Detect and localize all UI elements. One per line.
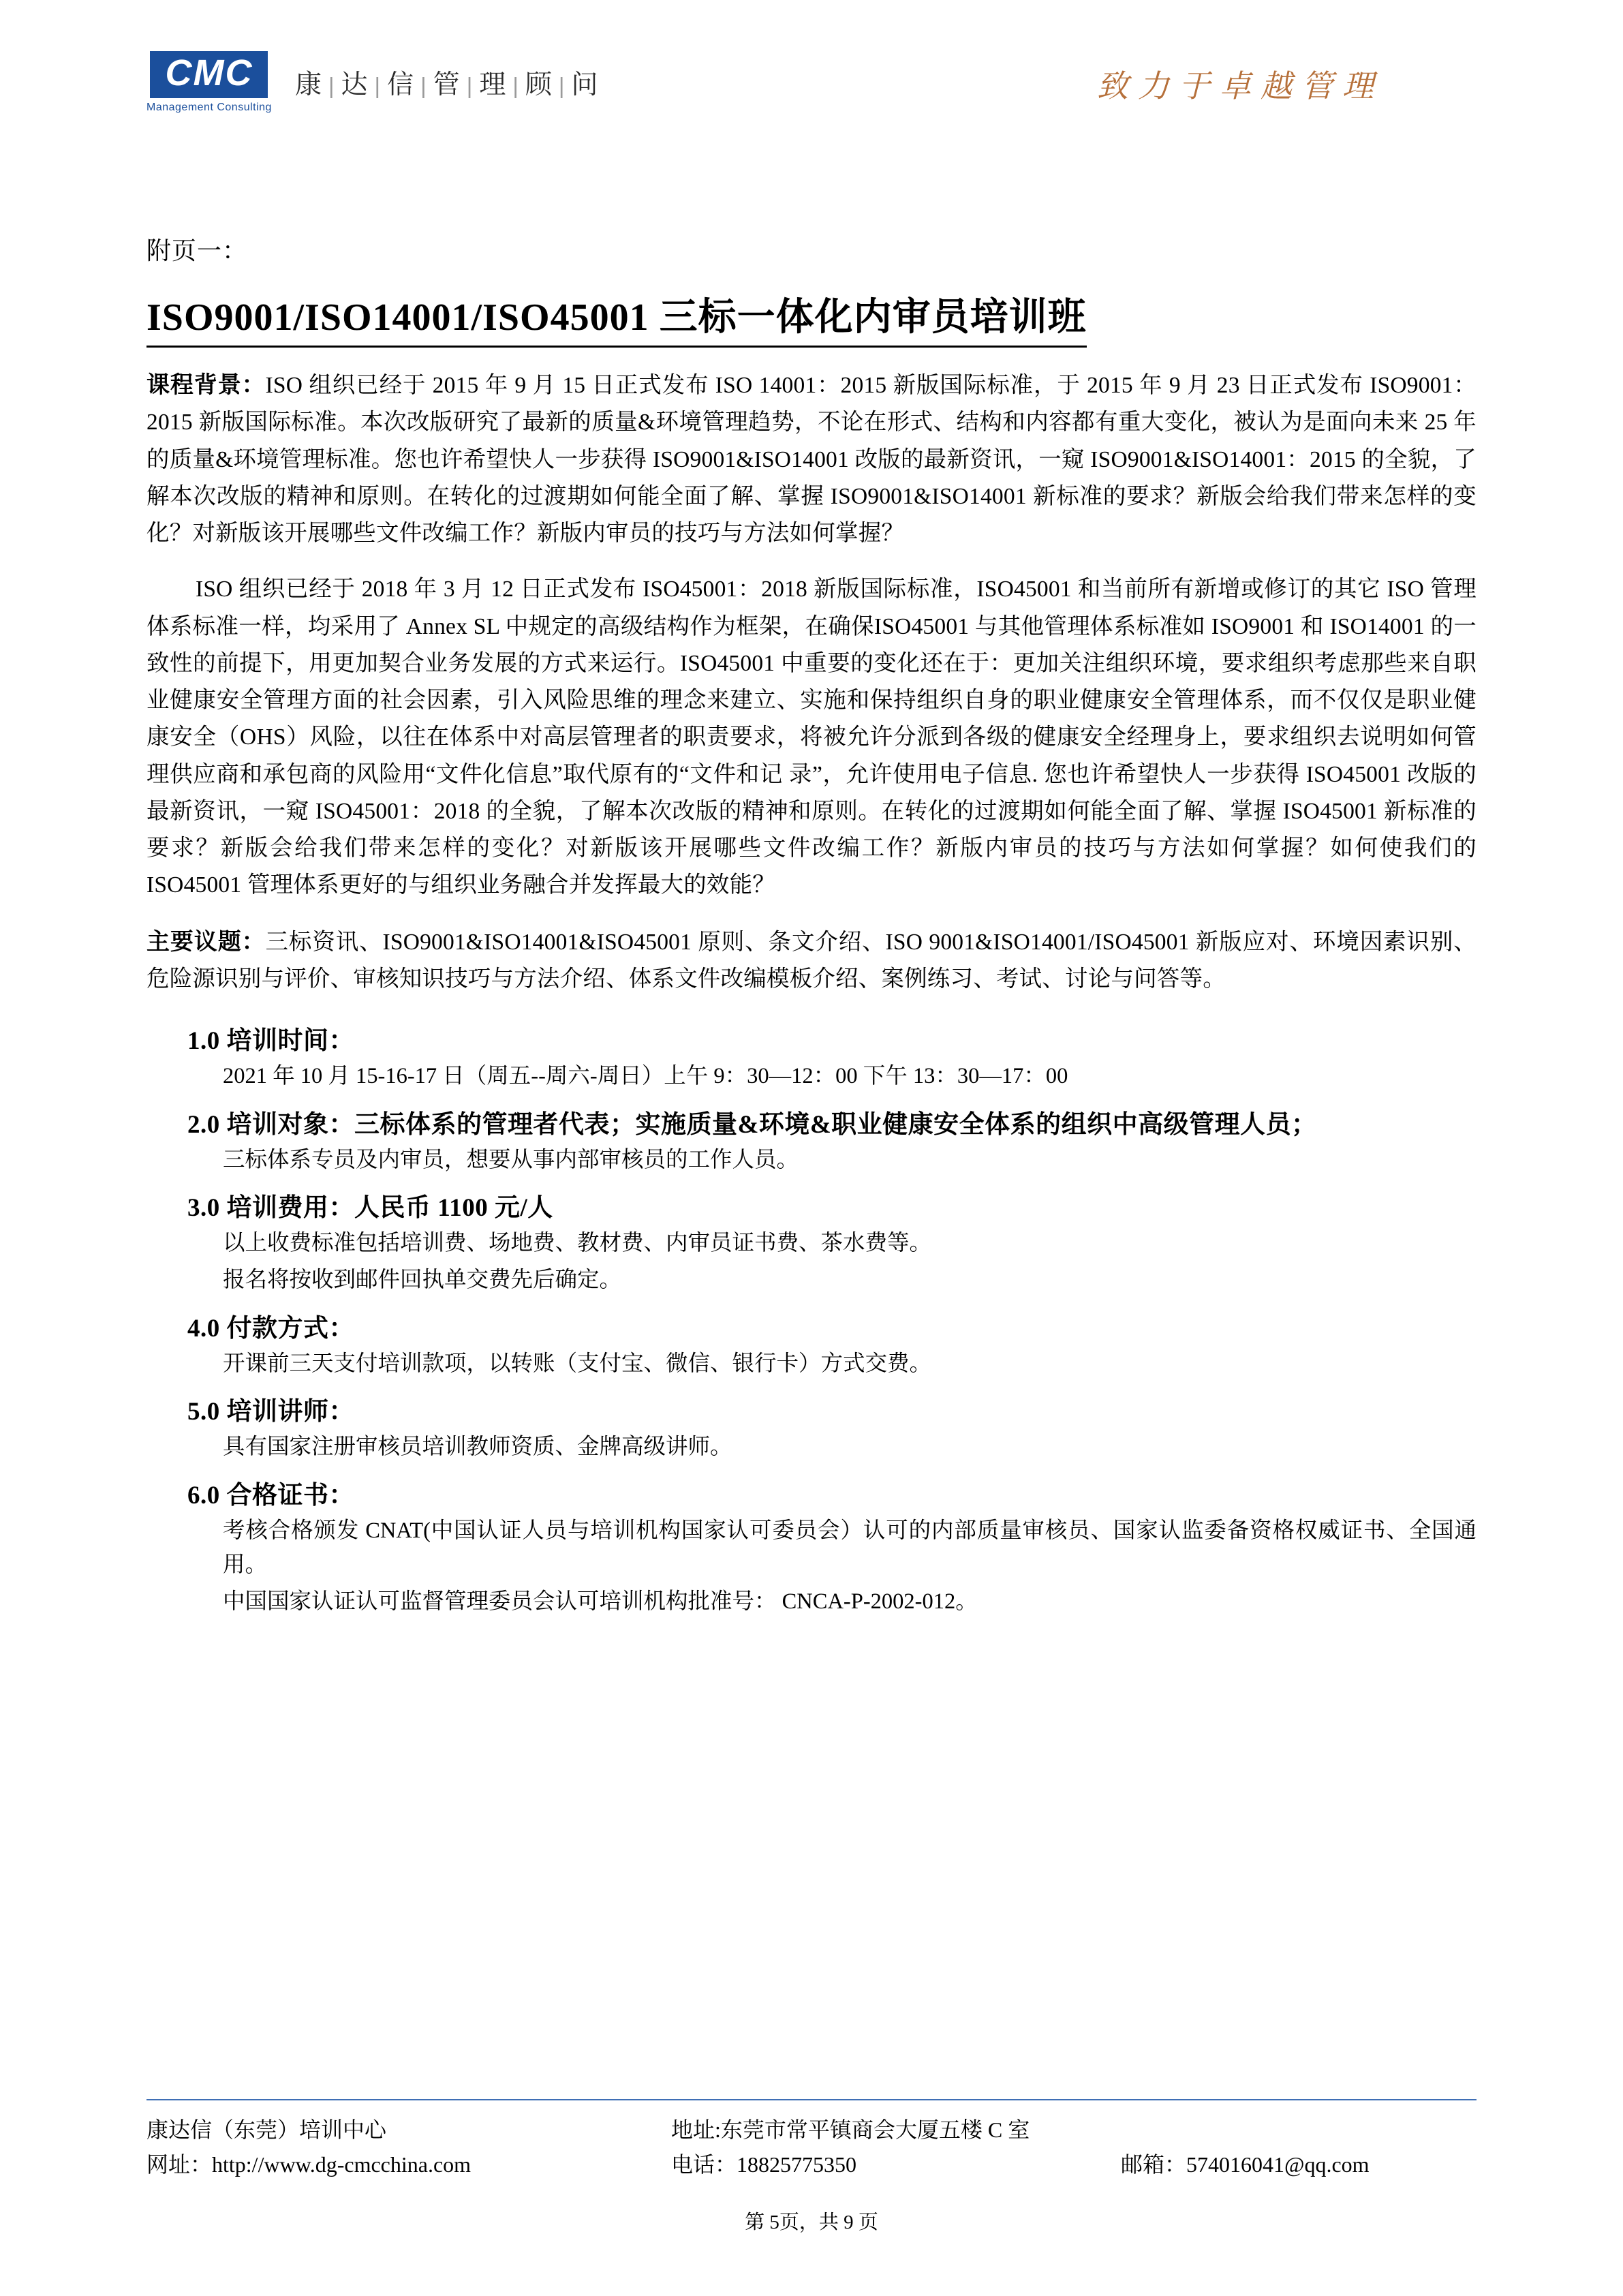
attachment-label: 附页一： — [146, 237, 248, 264]
logo-sep: | — [512, 72, 519, 98]
section-3-line-1: 以上收费标准包括培训费、场地费、教材费、内审员证书费、茶水费等。 — [223, 1231, 932, 1255]
logo-cn-char-5: 顾 — [525, 70, 553, 100]
section-2-heading: 2.0 培训对象：三标体系的管理者代表；实施质量&环境&职业健康安全体系的组织中高级管理人员； — [187, 1110, 1317, 1139]
footer-email[interactable]: 邮箱：574016041@qq.com — [1121, 2152, 1370, 2177]
footer-website[interactable]: 网址：http://www.dg-cmcchina.com — [146, 2152, 472, 2177]
section-4-heading: 4.0 付款方式： — [187, 1314, 354, 1343]
logo-cn-char-3: 管 — [433, 70, 461, 100]
logo-cn-char-2: 信 — [387, 70, 415, 100]
page-header — [146, 0, 1477, 153]
section-1-heading: 1.0 培训时间： — [187, 1027, 354, 1056]
logo-subtitle: Management Consulting — [146, 101, 272, 113]
section-6-line-1: 考核合格颁发 CNAT(中国认证人员与培训机构国家认可委员会）认可的内部质量审核员、国家认监委备资格权威证书、全国通用。 — [223, 1518, 1477, 1577]
page-title-wrap — [146, 266, 1477, 348]
main-topics-paragraph — [146, 923, 1477, 998]
section-2-line-1: 三标体系专员及内审员，想要从事内部审核员的工作人员。 — [223, 1147, 799, 1172]
section-1-line-1: 2021 年 10 月 15-16-17 日（周五--周六-周日）上午 9：30—12：00 下午 13：30—17：00 — [223, 1064, 1068, 1089]
sections-list — [146, 1020, 1477, 1619]
logo-mark — [146, 51, 272, 114]
footer-email-spacer — [1121, 2113, 1477, 2147]
section-6 — [187, 1474, 1477, 1619]
footer-phone: 电话：18825775350 — [671, 2152, 857, 2177]
logo-cn-char-6: 问 — [571, 70, 599, 100]
footer-divider — [146, 2099, 1477, 2100]
footer-col-address — [671, 2113, 1121, 2182]
logo-sep: | — [420, 72, 427, 98]
section-6-line-2: 中国国家认证认可监督管理委员会认可培训机构批准号： CNCA-P-2002-012。 — [223, 1589, 978, 1614]
section-5 — [187, 1390, 1477, 1464]
logo-cn-char-1: 达 — [341, 70, 369, 100]
page-footer — [146, 2099, 1477, 2235]
section-3 — [187, 1187, 1477, 1298]
section-4-line-1: 开课前三天支付培训款项，以转账（支付宝、微信、银行卡）方式交费。 — [223, 1351, 932, 1376]
main-topics-label: 主要议题： — [146, 929, 266, 955]
footer-col-org — [146, 2113, 671, 2182]
section-6-heading: 6.0 合格证书： — [187, 1481, 354, 1510]
section-1 — [187, 1020, 1477, 1093]
course-background-paragraph — [146, 367, 1477, 552]
course-background-text: ISO 组织已经于 2015 年 9 月 15 日正式发布 ISO 14001：2015 新版国际标准，于 2015 年 9 月 23 日正式发布 ISO9001：2015 新版国际标准。本次改版研究了最新的质量&环境管理趋势，不论在形式、结构和内容都有重大变化，被认为是面向未来 25 年的质量&环境管理标准。您也许希望快人一步获得 ISO9001&ISO14001 改版的最新资讯，一窥 ISO9001&ISO14001：2015 的全貌，了解本次改版的精神和原则。在转化的过渡期如何能全面了解、掌握 ISO9001&ISO14001 新标准的要求？新版会给我们带来怎样的变化？对新版该开展哪些文件改编工作？新版内审员的技巧与方法如何掌握？ — [146, 373, 1477, 547]
section-2 — [187, 1103, 1477, 1177]
footer-contact — [146, 2113, 1477, 2182]
section-4 — [187, 1307, 1477, 1381]
course-background-paragraph-2: ISO 组织已经于 2018 年 3 月 12 日正式发布 ISO45001：2018 新版国际标准，ISO45001 和当前所有新增或修订的其它 ISO 管理体系标准一样，均采用了 Annex SL 中规定的高级结构作为框架，在确保ISO45001 与其他管理体系标准如 ISO9001 和 ISO14001 的一致性的前提下，用更加契合业务发展的方式来运行。ISO45001 中重要的变化还在于：更加关注组织环境，要求组织考虑那些来自职业健康安全管理方面的社会因素，引入风险思维的理念来建立、实施和保持组织自身的职业健康安全管理体系，而不仅仅是职业健康安全（OHS）风险，以往在体系中对高层管理者的职责要求，将被允许分派到各级的健康安全经理身上，要求组织去说明如何管理供应商和承包商的风险用“文件化信息”取代原有的“文件和记 录”，允许使用电子信息. 您也许希望快人一步获得 ISO45001 改版的最新资讯，一窥 ISO45001：2018 的全貌，了解本次改版的精神和原则。在转化的过渡期如何能全面了解、掌握 ISO45001 新标准的要求？新版会给我们带来怎样的变化？对新版该开展哪些文件改编工作？新版内审员的技巧与方法如何掌握？如何使我们的 ISO45001 管理体系更好的与组织业务融合并发挥最大的效能？ — [146, 577, 1477, 898]
company-logo — [146, 51, 599, 114]
course-background-label: 课程背景： — [146, 373, 266, 398]
page-number: 第 5页，共 9 页 — [745, 2211, 878, 2233]
footer-org-name: 康达信（东莞）培训中心 — [146, 2117, 387, 2142]
logo-cmc-text: CMC — [150, 51, 268, 98]
logo-sep: | — [466, 72, 474, 98]
section-3-line-2: 报名将按收到邮件回执单交费先后确定。 — [223, 1268, 622, 1293]
page-title: ISO9001/ISO14001/ISO45001 三标一体化内审员培训班 — [146, 287, 1087, 348]
section-5-heading: 5.0 培训讲师： — [187, 1398, 354, 1426]
main-topics-text: 三标资讯、ISO9001&ISO14001&ISO45001 原则、条文介绍、ISO 9001&ISO14001/ISO45001 新版应对、环境因素识别、危险源识别与评价、审核知识技巧与方法介绍、体系文件改编模板介绍、案例练习、考试、讨论与问答等。 — [146, 929, 1477, 992]
logo-sep: | — [558, 72, 566, 98]
header-slogan: 致力于卓越管理 — [1097, 69, 1383, 104]
section-3-heading: 3.0 培训费用：人民币 1100 元/人 — [187, 1194, 553, 1222]
logo-cn-char-4: 理 — [479, 70, 507, 100]
logo-cn-char-0: 康 — [294, 70, 322, 100]
logo-chinese-name — [295, 63, 599, 102]
section-5-line-1: 具有国家注册审核员培训教师资质、金牌高级讲师。 — [223, 1435, 732, 1460]
logo-sep: | — [328, 72, 335, 98]
logo-sep: | — [374, 72, 382, 98]
footer-col-email — [1121, 2113, 1477, 2182]
footer-address: 地址:东莞市常平镇商会大厦五楼 C 室 — [671, 2117, 1030, 2142]
